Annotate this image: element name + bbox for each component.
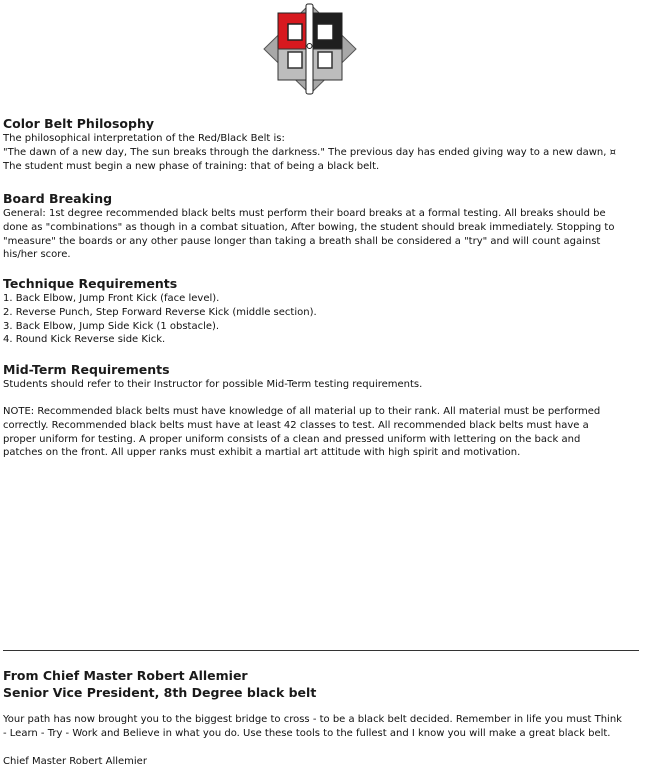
technique-item: 4. Round Kick Reverse side Kick. (3, 334, 166, 346)
school-logo-icon (262, 2, 358, 96)
technique-item: 2. Reverse Punch, Step Forward Reverse Kick (middle section). (3, 306, 317, 318)
note-paragraph (3, 405, 635, 460)
signature-title: Senior Vice President, 8th Degree black belt (3, 685, 317, 700)
midterm-text: Students should refer to their Instructor for possible Mid-Term testing requirements. (3, 379, 423, 390)
message-line: - Learn - Try - Work and Believe in what you do. Use these tools to the fullest and I know you will make a great black belt. (3, 727, 611, 739)
philosophy-intro: The philosophical interpretation of the Red/Black Belt is: (3, 133, 285, 144)
note-line: correctly. Recommended black belts must have at least 42 classes to test. All recommended black belts must have a (3, 419, 589, 431)
signature-name: Chief Master Robert Allemier (3, 756, 147, 767)
board-line: his/her score. (3, 249, 71, 261)
note-line: patches on the front. All upper ranks must exhibit a martial art attitude with high spirit and motivation. (3, 447, 521, 459)
midterm-section (3, 362, 643, 392)
philosophy-closing: The student must begin a new phase of training: that of being a black belt. (3, 160, 380, 172)
signature-message (3, 713, 648, 741)
technique-heading: Technique Requirements (3, 276, 178, 291)
board-heading: Board Breaking (3, 191, 113, 206)
board-line: done as "combinations" as though in a combat situation, After bowing, the student should break immediately. Stopping to (3, 221, 615, 233)
signature-header (3, 667, 643, 701)
note-line: NOTE: Recommended black belts must have knowledge of all material up to their rank. All material must be performed (3, 406, 601, 417)
board-line: "measure" the boards or any other pause longer than taking a breath shall be considered a "try" and will count against (3, 235, 601, 247)
note-line: proper uniform for testing. A proper uniform consists of a clean and pressed uniform with lettering on the back and (3, 433, 581, 445)
philosophy-heading: Color Belt Philosophy (3, 116, 155, 131)
message-line: Your path has now brought you to the biggest bridge to cross - to be a black belt decided. Remember in life you must Think (3, 714, 622, 725)
technique-section (3, 276, 643, 347)
board-breaking-section (3, 191, 643, 262)
board-line: General: 1st degree recommended black belts must perform their board breaks at a formal testing. All breaks should be (3, 208, 606, 219)
technique-item: 1. Back Elbow, Jump Front Kick (face level). (3, 293, 220, 304)
signature-from: From Chief Master Robert Allemier (3, 668, 248, 683)
midterm-heading: Mid-Term Requirements (3, 362, 170, 377)
philosophy-section (3, 116, 643, 173)
philosophy-quote: "The dawn of a new day, The sun breaks through the darkness." The previous day has ended giving way to a new dawn, ¤ (3, 146, 616, 158)
technique-item: 3. Back Elbow, Jump Side Kick (1 obstacle). (3, 320, 220, 332)
section-divider (3, 650, 639, 651)
